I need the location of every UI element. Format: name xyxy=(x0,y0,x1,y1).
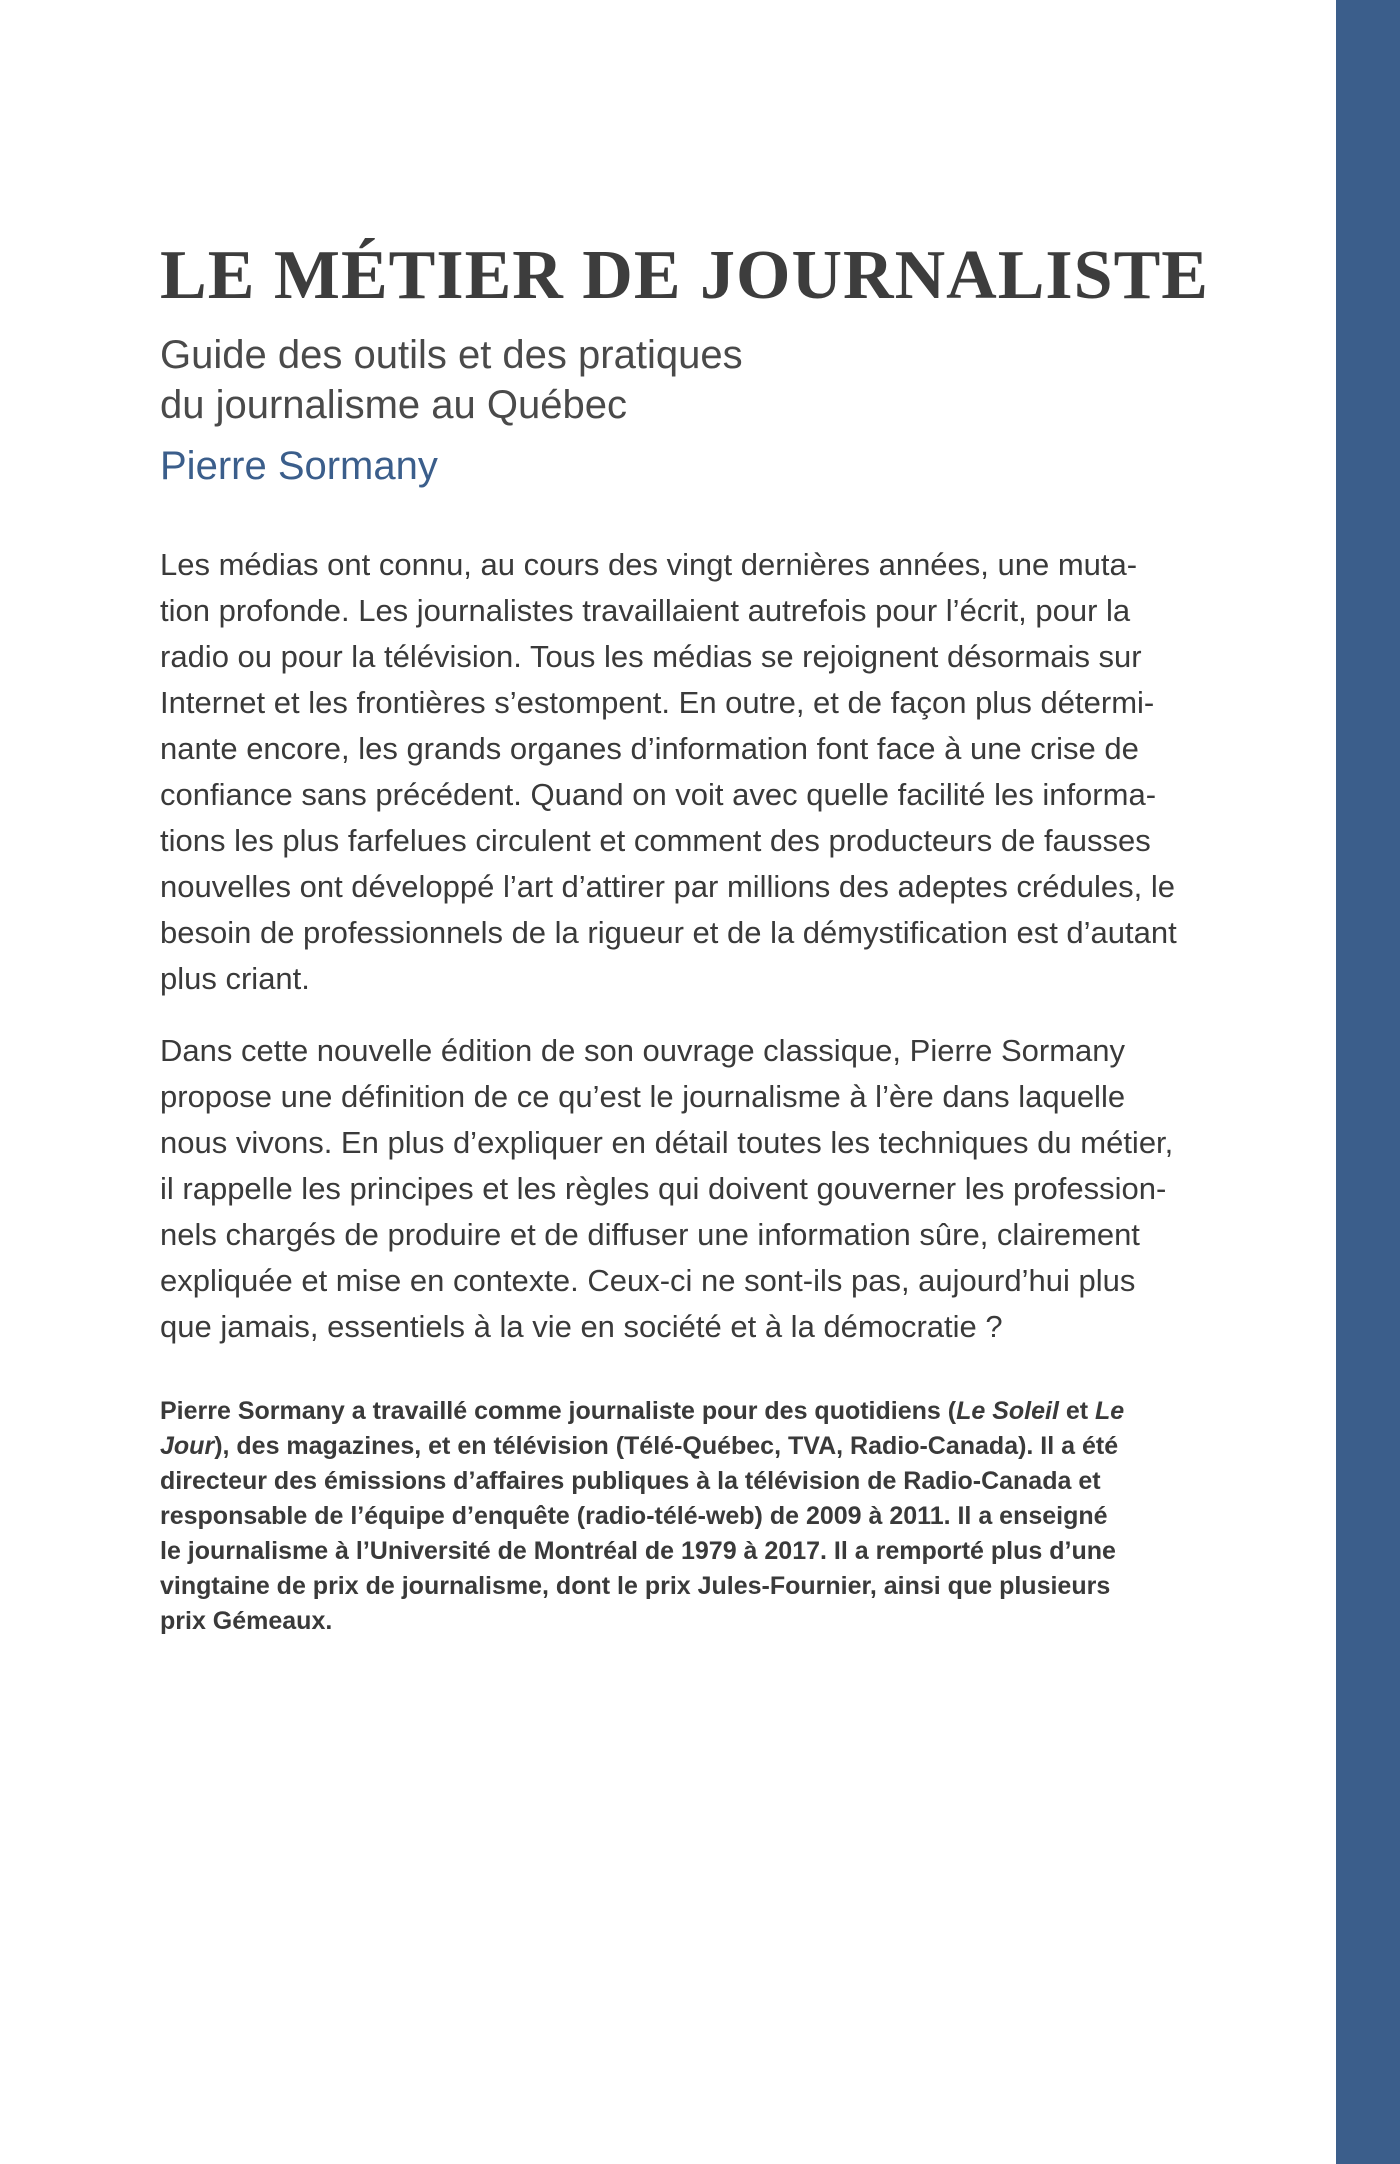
book-author: Pierre Sormany xyxy=(160,444,438,488)
bio-text: Pierre Sormany a travaillé comme journaliste pour des quotidiens ( xyxy=(160,1397,957,1425)
author-bio xyxy=(160,1394,1180,1639)
paragraph-line: propose une définition de ce qu’est le journalisme à l’ère dans laquelle xyxy=(160,1079,1126,1114)
bio-line: responsable de l’équipe d’enquête (radio-télé-web) de 2009 à 2011. Il a enseigné xyxy=(160,1502,1108,1530)
bio-line: le journalisme à l’Université de Montréal de 1979 à 2017. Il a remporté plus d’une xyxy=(160,1537,1116,1565)
paragraph-line: besoin de professionnels de la rigueur et de la démystification est d’autant xyxy=(160,915,1177,950)
paragraph-line: nels chargés de produire et de diffuser une information sûre, clairement xyxy=(160,1217,1140,1252)
newspaper-title: Le xyxy=(1095,1397,1125,1425)
paragraph-line: que jamais, essentiels à la vie en société et à la démocratie ? xyxy=(160,1309,1003,1344)
paragraph-line: nous vivons. En plus d’expliquer en détail toutes les techniques du métier, xyxy=(160,1125,1174,1160)
cover-spine-band xyxy=(1336,0,1400,2164)
paragraph-line: confiance sans précédent. Quand on voit avec quelle facilité les informa- xyxy=(160,777,1157,812)
paragraph-line: Les médias ont connu, au cours des vingt dernières années, une muta- xyxy=(160,547,1138,582)
bio-text: et xyxy=(1058,1397,1096,1425)
subtitle-line: Guide des outils et des pratiques xyxy=(160,333,743,377)
bio-line: prix Gémeaux. xyxy=(160,1607,333,1635)
paragraph-line: nante encore, les grands organes d’information font face à une crise de xyxy=(160,731,1139,766)
description-paragraph-1 xyxy=(160,542,1180,1002)
newspaper-title: Le Soleil xyxy=(956,1397,1059,1425)
book-subtitle xyxy=(160,330,1180,430)
paragraph-line: radio ou pour la télévision. Tous les médias se rejoignent désormais sur xyxy=(160,639,1142,674)
paragraph-line: tion profonde. Les journalistes travaillaient autrefois pour l’écrit, pour la xyxy=(160,593,1131,628)
bio-line xyxy=(160,1394,1180,1429)
paragraph-line: expliquée et mise en contexte. Ceux-ci ne sont-ils pas, aujourd’hui plus xyxy=(160,1263,1136,1298)
back-cover-content xyxy=(160,236,1209,1639)
paragraph-line: nouvelles ont développé l’art d’attirer par millions des adeptes crédules, le xyxy=(160,869,1175,904)
paragraph-line: il rappelle les principes et les règles qui doivent gouverner les profession- xyxy=(160,1171,1167,1206)
bio-line: directeur des émissions d’affaires publiques à la télévision de Radio-Canada et xyxy=(160,1467,1101,1495)
book-title: LE MÉTIER DE JOURNALISTE xyxy=(160,237,1209,314)
paragraph-line: Internet et les frontières s’estompent. En outre, et de façon plus détermi- xyxy=(160,685,1155,720)
paragraph-line: Dans cette nouvelle édition de son ouvrage classique, Pierre Sormany xyxy=(160,1033,1125,1068)
bio-line: vingtaine de prix de journalisme, dont le prix Jules-Fournier, ainsi que plusieurs xyxy=(160,1572,1111,1600)
bio-text: ), des magazines, et en télévision (Télé-Québec, TVA, Radio-Canada). Il a été xyxy=(214,1432,1119,1460)
description-paragraph-2 xyxy=(160,1028,1180,1350)
subtitle-line: du journalisme au Québec xyxy=(160,383,627,427)
bio-line xyxy=(160,1429,1180,1464)
newspaper-title: Jour xyxy=(160,1432,215,1460)
paragraph-line: tions les plus farfelues circulent et comment des producteurs de fausses xyxy=(160,823,1151,858)
paragraph-line: plus criant. xyxy=(160,961,310,996)
